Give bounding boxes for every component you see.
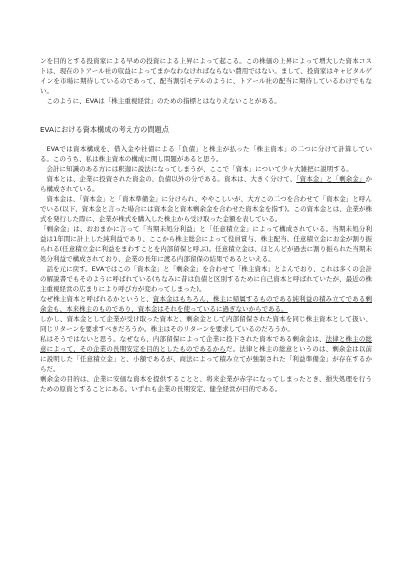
section-paragraph-7-text-a: なぜ株主資本と呼ばれるかというと、 [40,295,153,303]
section-paragraph-6 [40,264,372,294]
section-paragraph-3-text-b: から構成されている。 [40,175,372,193]
section-paragraph-8-text: しかし、資本金として企業が受け取った資本と、剰余金として内部留保された資本を同じ株主資本として扱い、同じリターンを要求すべきだろうか。株主はそのリターンを要求しているのだろうか。 [40,315,372,333]
intro-paragraph [40,56,372,96]
section-paragraph-3-text-a: 資本とは、企業に投資された資金の、負債以外の分である。資本は、大きく分けて、 [46,175,297,183]
intro-conclusion-text: このように、EVAは「株主重視経営」のための指標とはなりえないことがある。 [46,97,281,105]
section-paragraph-1 [40,144,372,164]
section-paragraph-6-text: 話を元に戻す。EVAではこの「資本金」と「剰余金」を合わせて「株主資本」とよんでおり、これは多くの会計の解説書でもそのように呼ばれている(ちなみに昔は負債と区別するために自己資本と呼ばれていたが、最近の株主重視経営の広まりにより呼び方が変わってしまった)。 [40,265,372,293]
section-paragraph-4 [40,194,372,224]
section-paragraph-4-text: 資本金は、「資本金」と「資本準備金」に分けられ、ややこしいが、大方この二つを合わせて「資本金」と呼んでいる(以下、資本金と言った場合には資本金と資本剰余金を合わせた資本金を指す)。この資本金とは、企業が株式を発行した際に、企業が株式を購入した株主から受け取った金額を表している。 [40,195,372,223]
section-paragraph-10-text: 剰余金の目的は、企業に安価な資本を提供することと、将来企業が赤字になってしまったとき、損失処理を行うための原資とすることにある。いずれも企業の長期安定、健全経営が目的である。 [40,375,372,393]
section-paragraph-2 [40,164,372,174]
section-heading: EVAにおける資本構成の考え方の問題点 [40,125,169,134]
section-paragraph-10 [40,374,372,394]
section-paragraph-3 [40,174,372,194]
section-paragraph-5-text: 「剰余金」は、おおまかに言って「当期未処分利益」と「任意積立金」によって構成されている。当期未処分利益は1年間に計上した純利益であり、ここから株主総会によって役員賞与、株主配当、任意積立金にお金が割り振られる(任意積立金に利益をまわすことを内部留保と呼ぶ)。任意積立金は、ほとんどが過去に割り振られた当期未処分利益で構成されており、企業の長年に渡る内部留保の結果であるといえる。 [40,225,372,263]
section-paragraph-2-text: 会計に知識のある方には釈迦に説法になってしまうが、ここで「資本」について少々大雑把に説明する。 [46,165,353,173]
section-paragraph-9-text-a: 私はそうではないと思う。なぜなら、内部留保によって企業に投下された資本である剰余金は、 [40,335,326,343]
section-paragraph-9-underline: 法律と株主の総意によって、その企業の長期安定を目的としたものであるから [40,335,372,353]
section-paragraph-7-underline: 資本金はもちろん、株主に帰属するものである純利益の積み立てである剰余金も、本来株主のものであり、資本金はそれを使っているに過ぎないからである。 [40,295,372,313]
section-paragraph-9 [40,334,372,374]
intro-conclusion [40,96,372,106]
section-paragraph-1-text: EVAでは資本構成を、借入金や社債による「負債」と株主が払った「株主資本」の二つに分けて計算している。このうち、私は株主資本の構成に関し問題があると思う。 [40,145,372,163]
intro-text: ンを目的とする投資家による早めの投資による上昇によって起こる。この株価の上昇によって増大した資本コストは、現在のトアール社の収益によってまかなわなければならない費用ではない。まして、投資家はキャピタルゲインを市場に期待しているのであって、配当割引モデルのように、トアール社の配当に期待しているわけでもない。 [40,57,372,95]
section-paragraph-7 [40,294,372,314]
section-paragraph-3-underline: 「資本金」と「剰余金」 [296,175,366,183]
section-paragraph-9-text-b: だ。法律と株主の総意というのは、剰余金は以前に説明した「任意積立金」と、小額であるが、商法によって積み立てが強制された「利益準備金」が存在するからだ。 [40,345,372,373]
section-paragraph-5 [40,224,372,264]
section-paragraph-8 [40,314,372,334]
